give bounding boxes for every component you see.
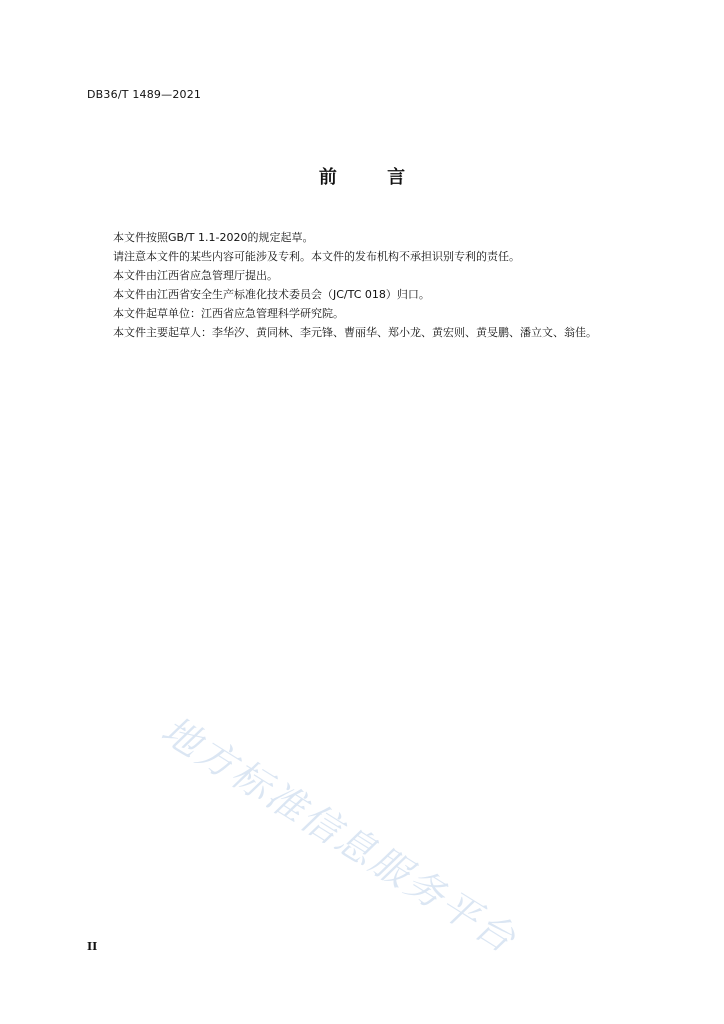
page-number: II [87, 940, 98, 953]
watermark: 地方标准信息服务平台 [153, 707, 525, 963]
foreword-line: 本文件按照GB/T 1.1-2020的规定起草。 [113, 231, 314, 244]
foreword-line: 本文件由江西省安全生产标准化技术委员会（JC/TC 018）归口。 [113, 288, 430, 301]
foreword-body [113, 228, 693, 342]
foreword-line: 请注意本文件的某些内容可能涉及专利。本文件的发布机构不承担识别专利的责任。 [113, 250, 520, 263]
foreword-line: 本文件由江西省应急管理厅提出。 [113, 269, 278, 282]
document-code: DB36/T 1489—2021 [87, 88, 202, 101]
foreword-line: 本文件主要起草人：李华汐、黄同林、李元锋、曹丽华、郑小龙、黄宏则、黄旻鹏、潘立文、翁佳。 [113, 326, 597, 339]
page-title: 前 言 [318, 167, 428, 188]
foreword-line: 本文件起草单位：江西省应急管理科学研究院。 [113, 307, 344, 320]
